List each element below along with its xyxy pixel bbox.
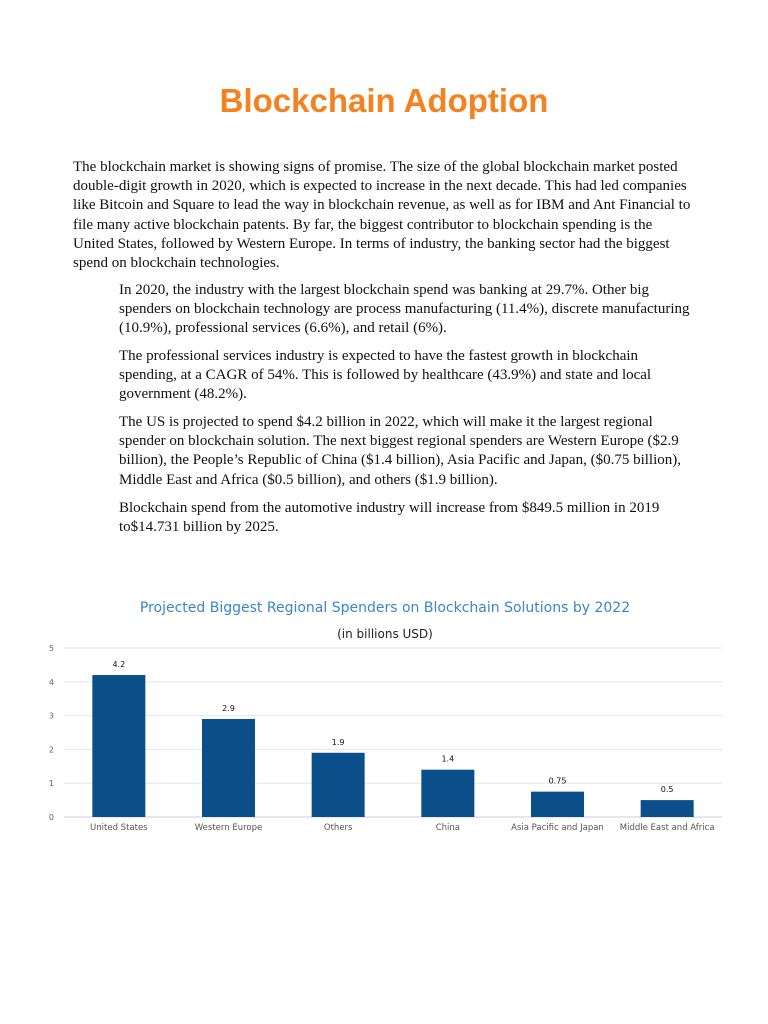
category-label: Asia Pacific and Japan: [511, 823, 604, 833]
chart-value-labels: [112, 660, 673, 794]
bar: [202, 719, 255, 817]
chart-svg: [40, 590, 730, 840]
paragraph-automotive: Blockchain spend from the automotive industry will increase from $849.5 million in 2019 to$14.731 billion by 2025.: [119, 500, 660, 536]
chart-bars: [92, 675, 693, 817]
document-title: Blockchain Adoption: [219, 82, 549, 119]
chart-y-ticks: [49, 644, 54, 822]
y-tick-label: 2: [48, 745, 54, 755]
bar: [312, 753, 365, 817]
y-tick-label: 5: [48, 644, 54, 653]
category-label: United States: [90, 823, 148, 833]
category-label: Middle East and Africa: [619, 823, 715, 833]
bar-value-label: 1.9: [331, 737, 345, 747]
bar: [92, 675, 145, 817]
category-label: Western Europe: [194, 823, 263, 833]
paragraph-regional: The US is projected to spend $4.2 billion in 2022, which will make it the largest regional spender on blockchain solution. The next biggest regional spenders are Western Europe ($2.9 billion), the People’s Republic of China ($1.4 billion), Asia Pacific and Japan, ($0.75 billion), Middle East and Africa ($0.5 billion), and others ($1.9 billion).: [119, 414, 681, 488]
y-tick-label: 0: [48, 813, 54, 822]
category-label: Others: [323, 823, 353, 833]
chart-category-labels: [90, 823, 714, 833]
chart-gridlines: [64, 648, 722, 817]
bar: [641, 800, 694, 817]
bar-value-label: 4.2: [112, 660, 126, 670]
y-tick-label: 3: [48, 711, 54, 721]
paragraph-industry-spend: In 2020, the industry with the largest blockchain spend was banking at 29.7%. Other big spenders on blockchain technology are process manufacturing (11.4%), discrete manufacturing (10.9%), professional services (6.6%), and retail (6%).: [119, 282, 690, 337]
bar: [421, 770, 474, 817]
bar-chart: [40, 590, 730, 840]
chart-title: Projected Biggest Regional Spenders on Blockchain Solutions by 2022: [139, 600, 631, 616]
bar-value-label: 2.9: [222, 703, 235, 713]
bar: [531, 792, 584, 817]
bar-value-label: 0.5: [660, 785, 674, 795]
bar-value-label: 0.75: [548, 776, 567, 786]
chart-subtitle: (in billions USD): [337, 627, 433, 641]
y-tick-label: 1: [48, 779, 54, 789]
category-label: China: [435, 823, 460, 833]
y-tick-label: 4: [48, 677, 54, 687]
intro-paragraph: The blockchain market is showing signs of promise. The size of the global blockchain market posted double-digit growth in 2020, which is expected to increase in the next decade. This had led companies like Bitcoin and Square to lead the way in blockchain revenue, as well as for IBM and Ant Financial to file many active blockchain patents. By far, the biggest contributor to blockchain spending is the United States, followed by Western Europe. In terms of industry, the banking sector had the biggest spend on blockchain technologies.: [73, 159, 691, 272]
paragraph-growth: The professional services industry is expected to have the fastest growth in blockchain spending, at a CAGR of 54%. This is followed by healthcare (43.9%) and state and local government (48.2%).: [119, 348, 652, 403]
bar-value-label: 1.4: [441, 754, 455, 764]
